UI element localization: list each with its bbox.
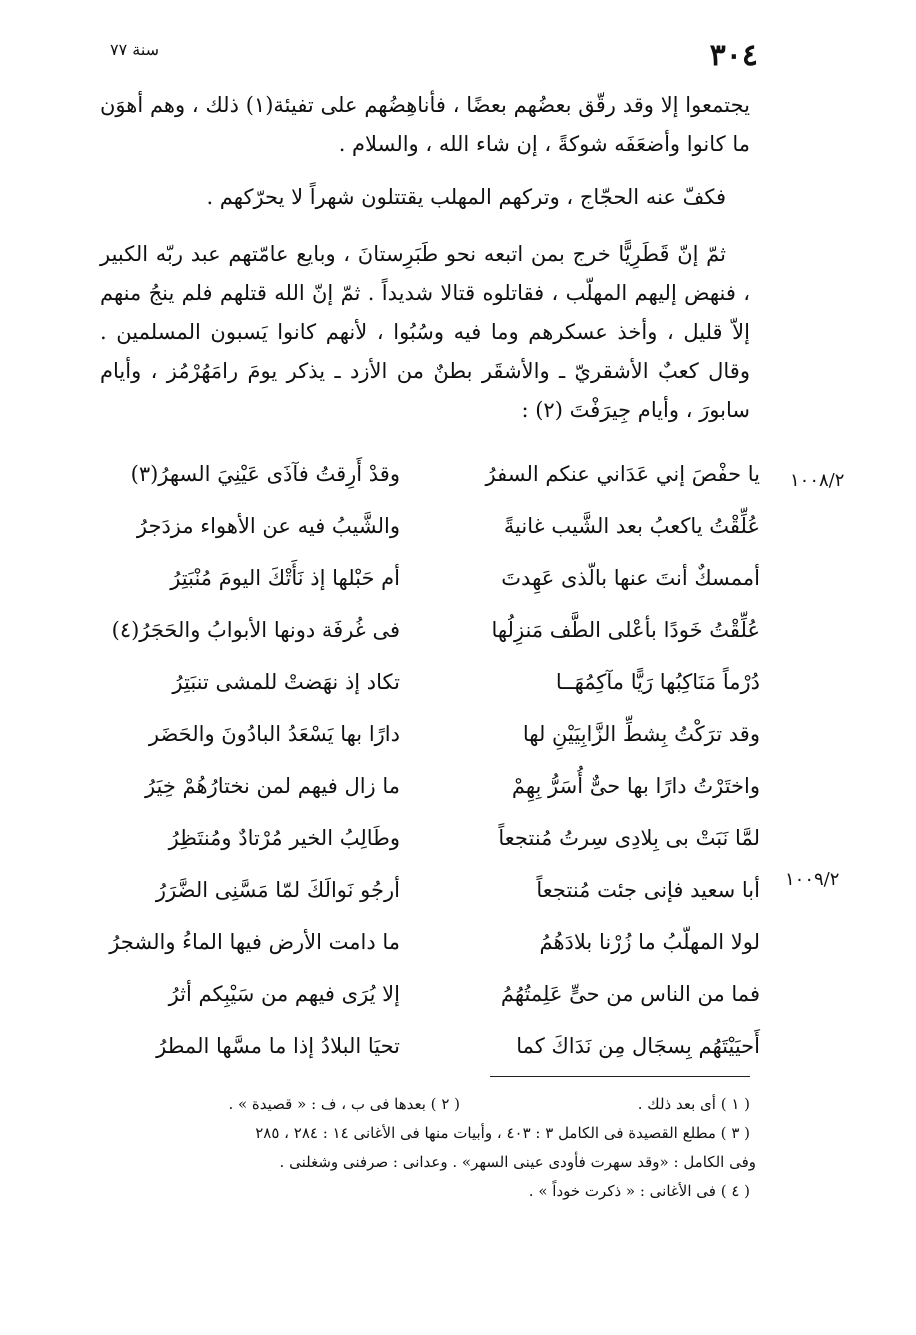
footnote-row [90,1090,750,1119]
margin-reference: ١٠٠٨/٢ [790,470,845,491]
poem-verse [100,816,760,860]
verse-second-hemistich: وطَالِبُ الخير مُرْتادٌ ومُنتَظِرُ [168,826,400,850]
verse-first-hemistich: وقد ترَكْتُ بِشطِّ الزَّابِيَيْنِ لها [522,722,760,746]
footnote-2: ( ٢ ) بعدها فى ب ، ف : « قصيدة » . [228,1095,460,1113]
footnote-3: ( ٣ ) مطلع القصيدة فى الكامل ٣ : ٤٠٣ ، وأبيات منها فى الأغانى ١٤ : ٢٨٤ ، ٢٨٥ [255,1124,750,1142]
margin-reference: ١٠٠٩/٢ [785,869,840,890]
poem-verse [100,712,760,756]
footnote-row [90,1177,750,1206]
verse-second-hemistich: والشَّيبُ فيه عن الأهواء مزدَجرُ [136,514,400,538]
verse-second-hemistich: تحيَا البلادُ إذا ما مسَّها المطرُ [156,1034,400,1058]
paragraph-3-text: ثمّ إنّ قَطَرِيًّا خرج بمن اتبعه نحو طَبَرِستانَ ، وبايع عامّتهم عبد ربّه الكبير ، فنهض إليهم المهلّب ، فقاتلوه قتالا شديداً . ثمّ إنّ الله قتلهم فلم ينجُ منهم إلاّ قليل ، وأخذ عسكرهم وما فيه وسُبُوا ، لأنهم كانوا يَسبون المسلمين . وقال كعبٌ الأشقريّ ـ والأشقَر بطنٌ من الأزد ـ يذكر يومَ رامَهُرْمُز ، وأيام سابورَ ، وأيام جِيرَفْتَ (٢) : [100,242,750,422]
verse-second-hemistich: إلا يُرَى فيهم من سَيْبِكم أثرُ [168,982,400,1006]
poem-verse [100,868,760,912]
poem-verse [100,660,760,704]
verse-first-hemistich: أبا سعيد فإنى جئت مُنتجعاً [536,878,760,902]
footnote-separator [490,1076,750,1077]
verse-first-hemistich: عُلِّقْتُ ياكعبُ بعد الشَّيب غانيةً [503,514,760,538]
footnote-row [90,1119,750,1148]
verse-first-hemistich: عُلِّقْتُ خَودًا بأعْلى الطَّف مَنزِلُها [491,618,760,642]
paragraph-2 [100,178,750,217]
verse-first-hemistich: يا حفْصَ إني عَدَاني عنكم السفرُ [485,462,760,486]
poem-verse [100,764,760,808]
verse-first-hemistich: لمَّا نَبَتْ بى بِلادِى سِرتُ مُنتجعاً [498,826,760,850]
verse-first-hemistich: أممسكٌ أنتَ عنها بالّذى عَهِدتَ [501,566,760,590]
footnote-1: ( ١ ) أى بعد ذلك . [637,1095,750,1113]
footnote-4: ( ٤ ) فى الأغانى : « ذكرت خوداً » . [528,1182,750,1200]
verse-second-hemistich: وقدْ أَرِقتُ فآذَى عَيْنِيَ السهرُ(٣) [130,462,400,486]
poem-verse [100,972,760,1016]
verse-second-hemistich: دارًا بها يَسْعَدُ البادُونَ والحَضَر [148,722,400,746]
poem-verse [100,608,760,652]
paragraph-1-text: يجتمعوا إلا وقد رقّق بعضُهم بعضًا ، فأناهِضُهم على تفيئة(١) ذلك ، وهم أهوَن ما كانوا وأضعَفَه شوكةً ، إن شاء الله ، والسلام . [100,93,750,156]
verse-first-hemistich: واختَرْتُ دارًا بها حىٌّ أُسَرُّ بِهِمْ [511,774,760,798]
verse-second-hemistich: أم حَبْلها إذ نَأَتْكَ اليومَ مُنْبَتِرُ [170,566,400,590]
running-head: سنة ٧٧ [110,40,160,59]
footnotes [90,1090,756,1206]
paragraph-3 [100,235,750,430]
verse-first-hemistich: لولا المهلّبُ ما زُرْنا بلادَهُمُ [539,930,760,954]
verse-first-hemistich: فما من الناس من حىٍّ عَلِمتُهُمُ [500,982,760,1006]
verse-first-hemistich: أَحيَيْتَهُم بِسجَال مِن نَدَاكَ كما [516,1034,760,1058]
poem-verse [100,452,760,496]
poem-verse [100,1024,760,1068]
footnote-row [90,1148,756,1177]
verse-second-hemistich: تكاد إذ نهَضتْ للمشى تنبَتِرُ [172,670,400,694]
paragraph-1 [100,86,750,164]
footnote-3-continuation: وفى الكامل : «وقد سهرت فأودى عينى السهر» . وعدانى : صرفنى وشغلنى . [279,1153,756,1171]
page-number: ٣٠٤ [709,38,758,73]
paragraph-2-text: فكفّ عنه الحجّاج ، وتركهم المهلب يقتتلون شهراً لا يحرّكهم . [206,185,726,209]
verse-first-hemistich: دُرْماً مَنَاكِبُها رَيًّا مآكِمُهَــا [555,670,760,694]
poem-verse [100,504,760,548]
verse-second-hemistich: ما دامت الأرض فيها الماءُ والشجرُ [109,930,400,954]
verse-second-hemistich: فى غُرفَة دونها الأبوابُ والحَجَرُ(٤) [111,618,400,642]
verse-second-hemistich: ما زال فيهم لمن نختارُهُمْ خِيَرُ [144,774,400,798]
poem-verse [100,920,760,964]
verse-second-hemistich: أرجُو نَوالَكَ لمّا مَسَّنِى الضَّرَرُ [155,878,400,902]
poem-verse [100,556,760,600]
